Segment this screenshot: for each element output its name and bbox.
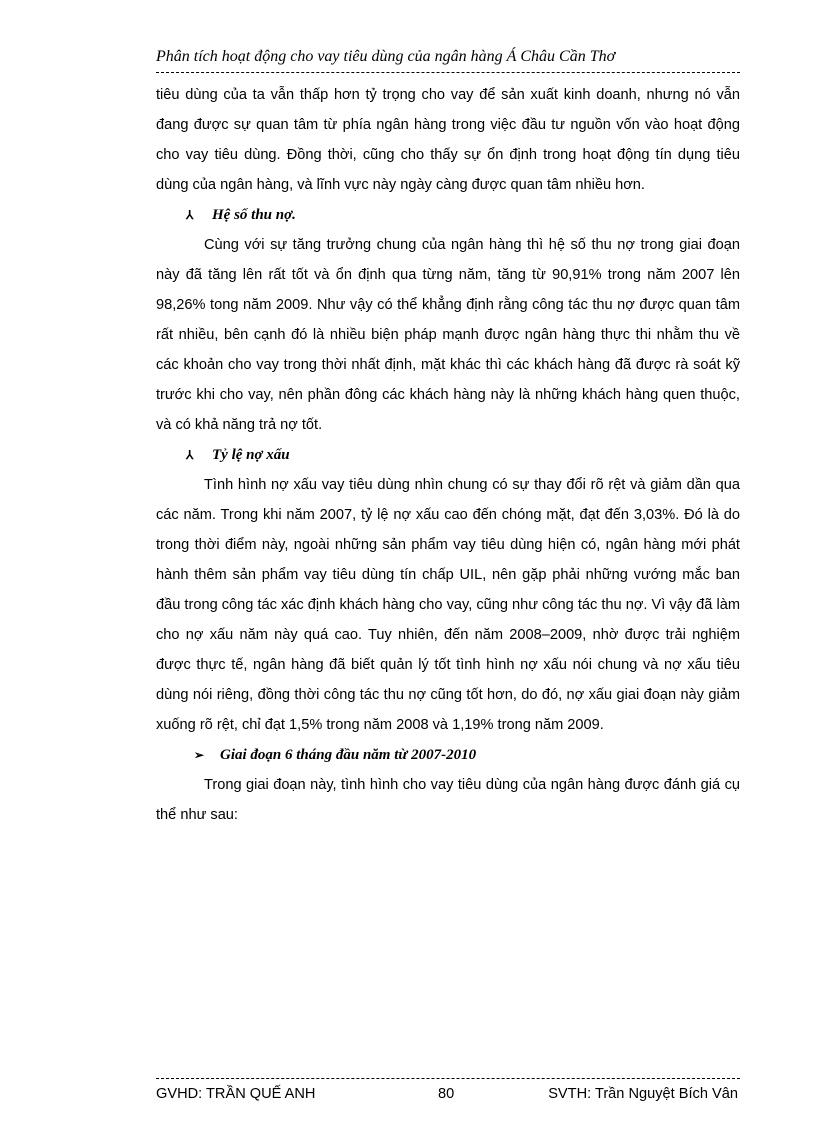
document-body	[156, 80, 740, 830]
section-heading-bad-debt	[156, 440, 740, 470]
page-header-title: Phân tích hoạt động cho vay tiêu dùng của ngân hàng Á Châu Cần Thơ	[156, 48, 616, 65]
page-footer	[156, 1086, 740, 1106]
section-heading-debt-recovery	[156, 200, 740, 230]
section-heading-title: Tỷ lệ nợ xấu	[212, 447, 290, 463]
section-heading-title: Hệ số thu nợ.	[212, 207, 296, 223]
arrow-bullet-icon: ➢	[194, 748, 205, 762]
paragraph-debt-recovery: Cùng với sự tăng trưởng chung của ngân hàng thì hệ số thu nợ trong giai đoạn này đã tăng lên rất tốt và ổn định qua từng năm, tăng từ 90,91% trong năm 2007 lên 98,26% tong năm 2009. Như vậy có thể khẳng định rằng công tác thu nợ được quan tâm rất nhiều, bên cạnh đó là nhiều biện pháp mạnh được ngân hàng thực thi nhằm thu về các khoản cho vay trong thời nhất định, mặt khác thì các khách hàng đã được rà soát kỹ trước khi cho vay, nên phần đông các khách hàng này là những khách hàng quen thuộc, và có khả năng trả nợ tốt.	[156, 237, 740, 433]
footer-divider	[156, 1078, 740, 1079]
paragraph-continuation: tiêu dùng của ta vẫn thấp hơn tỷ trọng cho vay để sản xuất kinh doanh, nhưng nó vẫn đang được sự quan tâm từ phía ngân hàng trong việc đầu tư nguồn vốn vào hoạt động cho vay tiêu dùng. Đồng thời, cũng cho thấy sự ổn định trong hoạt động tín dụng tiêu dùng của ngân hàng, và lĩnh vực này ngày càng được quan tâm nhiều hơn.	[156, 87, 740, 193]
caret-bullet-icon: ⅄	[186, 208, 194, 222]
footer-advisor: GVHD: TRẦN QUẾ ANH	[156, 1086, 316, 1102]
footer-student: SVTH: Trần Nguyệt Bích Vân	[548, 1086, 738, 1102]
page-number: 80	[438, 1086, 455, 1102]
section-heading-title: Giai đoạn 6 tháng đầu năm từ 2007-2010	[220, 747, 477, 763]
paragraph-six-months: Trong giai đoạn này, tình hình cho vay tiêu dùng của ngân hàng được đánh giá cụ thể như sau:	[156, 777, 740, 823]
paragraph-bad-debt: Tình hình nợ xấu vay tiêu dùng nhìn chung có sự thay đổi rõ rệt và giảm dần qua các năm. Trong khi năm 2007, tỷ lệ nợ xấu cao đến chóng mặt, đạt đến 3,03%. Đó là do trong thời điểm này, ngoài những sản phẩm vay tiêu dùng hiện có, ngân hàng mới phát hành thêm sản phẩm vay tiêu dùng tín chấp UIL, nên gặp phải những vướng mắc ban đầu trong công tác xác định khách hàng cho vay, cũng như công tác thu nợ. Vì vậy đã làm cho nợ xấu năm này quá cao. Tuy nhiên, đến năm 2008–2009, nhờ được trải nghiệm được thực tế, ngân hàng đã biết quản lý tốt tình hình nợ xấu nói chung và nợ xấu tiêu dùng nói riêng, đồng thời công tác thu nợ cũng tốt hơn, do đó, nợ xấu giai đoạn này giảm xuống rõ rệt, chỉ đạt 1,5% trong năm 2008 và 1,19% trong năm 2009.	[156, 477, 740, 733]
section-heading-six-months	[156, 740, 740, 770]
caret-bullet-icon: ⅄	[186, 448, 194, 462]
header-divider	[156, 72, 740, 73]
